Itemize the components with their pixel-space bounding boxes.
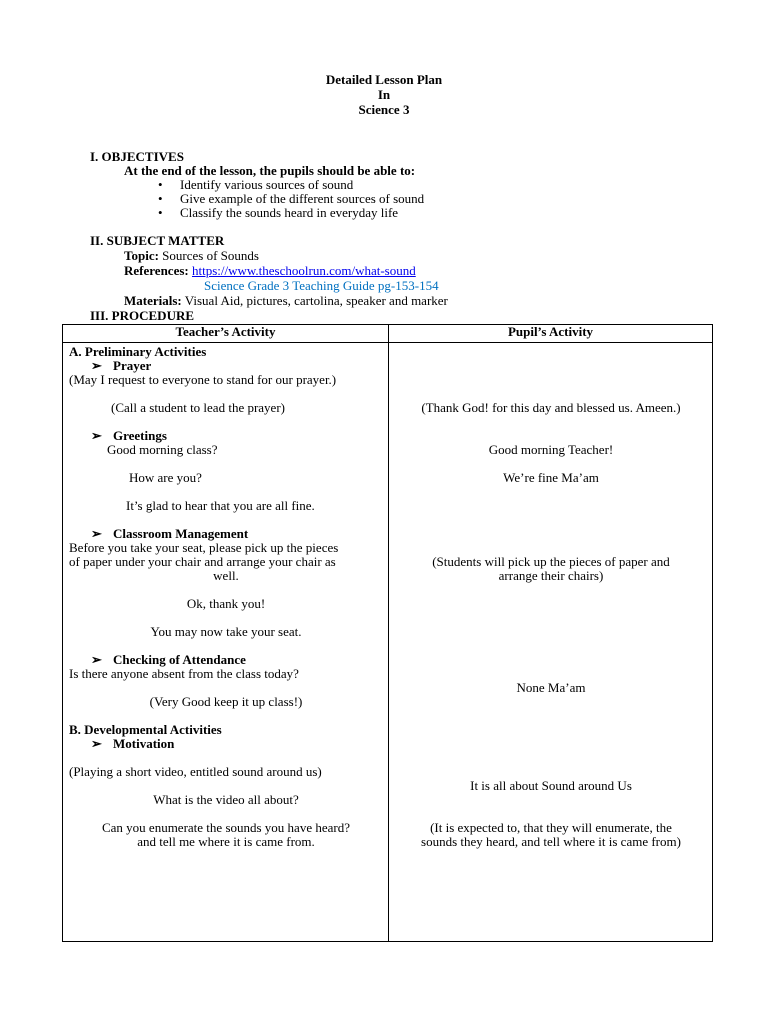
procedure-table [62, 324, 713, 942]
playing-video: (Playing a short video, entitled sound around us) [69, 764, 322, 779]
good-morning-class: Good morning class? [107, 442, 218, 457]
pupil-activity-cell [389, 343, 713, 942]
list-item: • Give example of the different sources of sound [158, 191, 425, 206]
references-label: References: [124, 263, 189, 278]
arrow-icon: ➢ [91, 358, 102, 373]
how-are-you: How are you? [129, 470, 202, 485]
what-is-video: What is the video all about? [153, 792, 299, 807]
reference-guide: Science Grade 3 Teaching Guide pg-153-154 [204, 278, 439, 293]
title-line-3: Science 3 [358, 102, 410, 117]
anyone-absent: Is there anyone absent from the class today? [69, 666, 299, 681]
thank-god: (Thank God! for this day and blessed us. Ameen.) [421, 400, 681, 415]
arrow-icon: ➢ [91, 428, 102, 443]
attendance-heading: ➢ Checking of Attendance [91, 652, 246, 667]
arrow-icon: ➢ [91, 736, 102, 751]
prayer-request: (May I request to everyone to stand for our prayer.) [69, 372, 337, 387]
pupil-activity-header: Pupil’s Activity [389, 325, 713, 343]
materials-value: Visual Aid, pictures, cartolina, speaker and marker [184, 293, 448, 308]
enumerate-line-1: Can you enumerate the sounds you have heard? [101, 820, 350, 835]
enumerate-line-2: and tell me where it is came from. [137, 834, 315, 849]
lesson-plan-title [0, 73, 768, 118]
ok-thank-you: Ok, thank you! [186, 596, 266, 611]
classroom-instruction-1: Before you take your seat, please pick up the pieces [69, 540, 339, 555]
topic-line [124, 249, 259, 263]
none-maam: None Ma’am [516, 680, 586, 695]
reference-link[interactable]: https://www.theschoolrun.com/what-sound [191, 263, 416, 278]
prayer-lead: (Call a student to lead the prayer) [111, 400, 285, 415]
topic-value: Sources of Sounds [162, 248, 259, 263]
arrow-icon: ➢ [91, 652, 102, 667]
greetings-heading: ➢ Greetings [91, 428, 167, 443]
students-pick-1: (Students will pick up the pieces of paper and [432, 554, 670, 569]
glad-to-hear: It’s glad to hear that you are all fine. [126, 498, 315, 513]
arrow-icon: ➢ [91, 526, 102, 541]
objectives-intro: At the end of the lesson, the pupils should be able to: [124, 163, 416, 178]
expected-line-1: (It is expected to, that they will enumerate, the [430, 820, 672, 835]
list-item: • Classify the sounds heard in everyday life [158, 205, 399, 220]
bullet-icon: • [158, 191, 163, 206]
good-morning-teacher: Good morning Teacher! [488, 442, 614, 457]
materials-label: Materials: [124, 293, 182, 308]
bullet-icon: • [158, 205, 163, 220]
classroom-instruction-3: well. [213, 568, 239, 583]
students-pick-2: arrange their chairs) [498, 568, 604, 583]
preliminary-heading: A. Preliminary Activities [69, 344, 207, 359]
prayer-heading: ➢ Prayer [91, 358, 152, 373]
title-line-2: In [377, 87, 391, 102]
expected-line-2: sounds they heard, and tell where it is came from) [421, 834, 681, 849]
classroom-management-heading: ➢ Classroom Management [91, 526, 249, 541]
we-are-fine: We’re fine Ma’am [503, 470, 599, 485]
classroom-instruction-2: of paper under your chair and arrange your chair as [69, 554, 336, 569]
procedure-heading: III. PROCEDURE [90, 308, 195, 323]
objectives-heading: I. OBJECTIVES [90, 149, 184, 164]
sound-around-us: It is all about Sound around Us [470, 778, 632, 793]
materials-line [124, 294, 448, 308]
subject-matter-heading: II. SUBJECT MATTER [90, 233, 225, 248]
developmental-heading: B. Developmental Activities [69, 722, 222, 737]
list-item: • Identify various sources of sound [158, 177, 354, 192]
topic-label: Topic: [124, 248, 159, 263]
objectives-list [158, 178, 424, 220]
teacher-activity-cell [63, 343, 389, 942]
title-line-1: Detailed Lesson Plan [325, 72, 443, 87]
teacher-activity-header: Teacher’s Activity [63, 325, 389, 343]
take-your-seat: You may now take your seat. [150, 624, 302, 639]
references-line [124, 264, 416, 278]
very-good: (Very Good keep it up class!) [149, 694, 303, 709]
bullet-icon: • [158, 177, 163, 192]
motivation-heading: ➢ Motivation [91, 736, 175, 751]
